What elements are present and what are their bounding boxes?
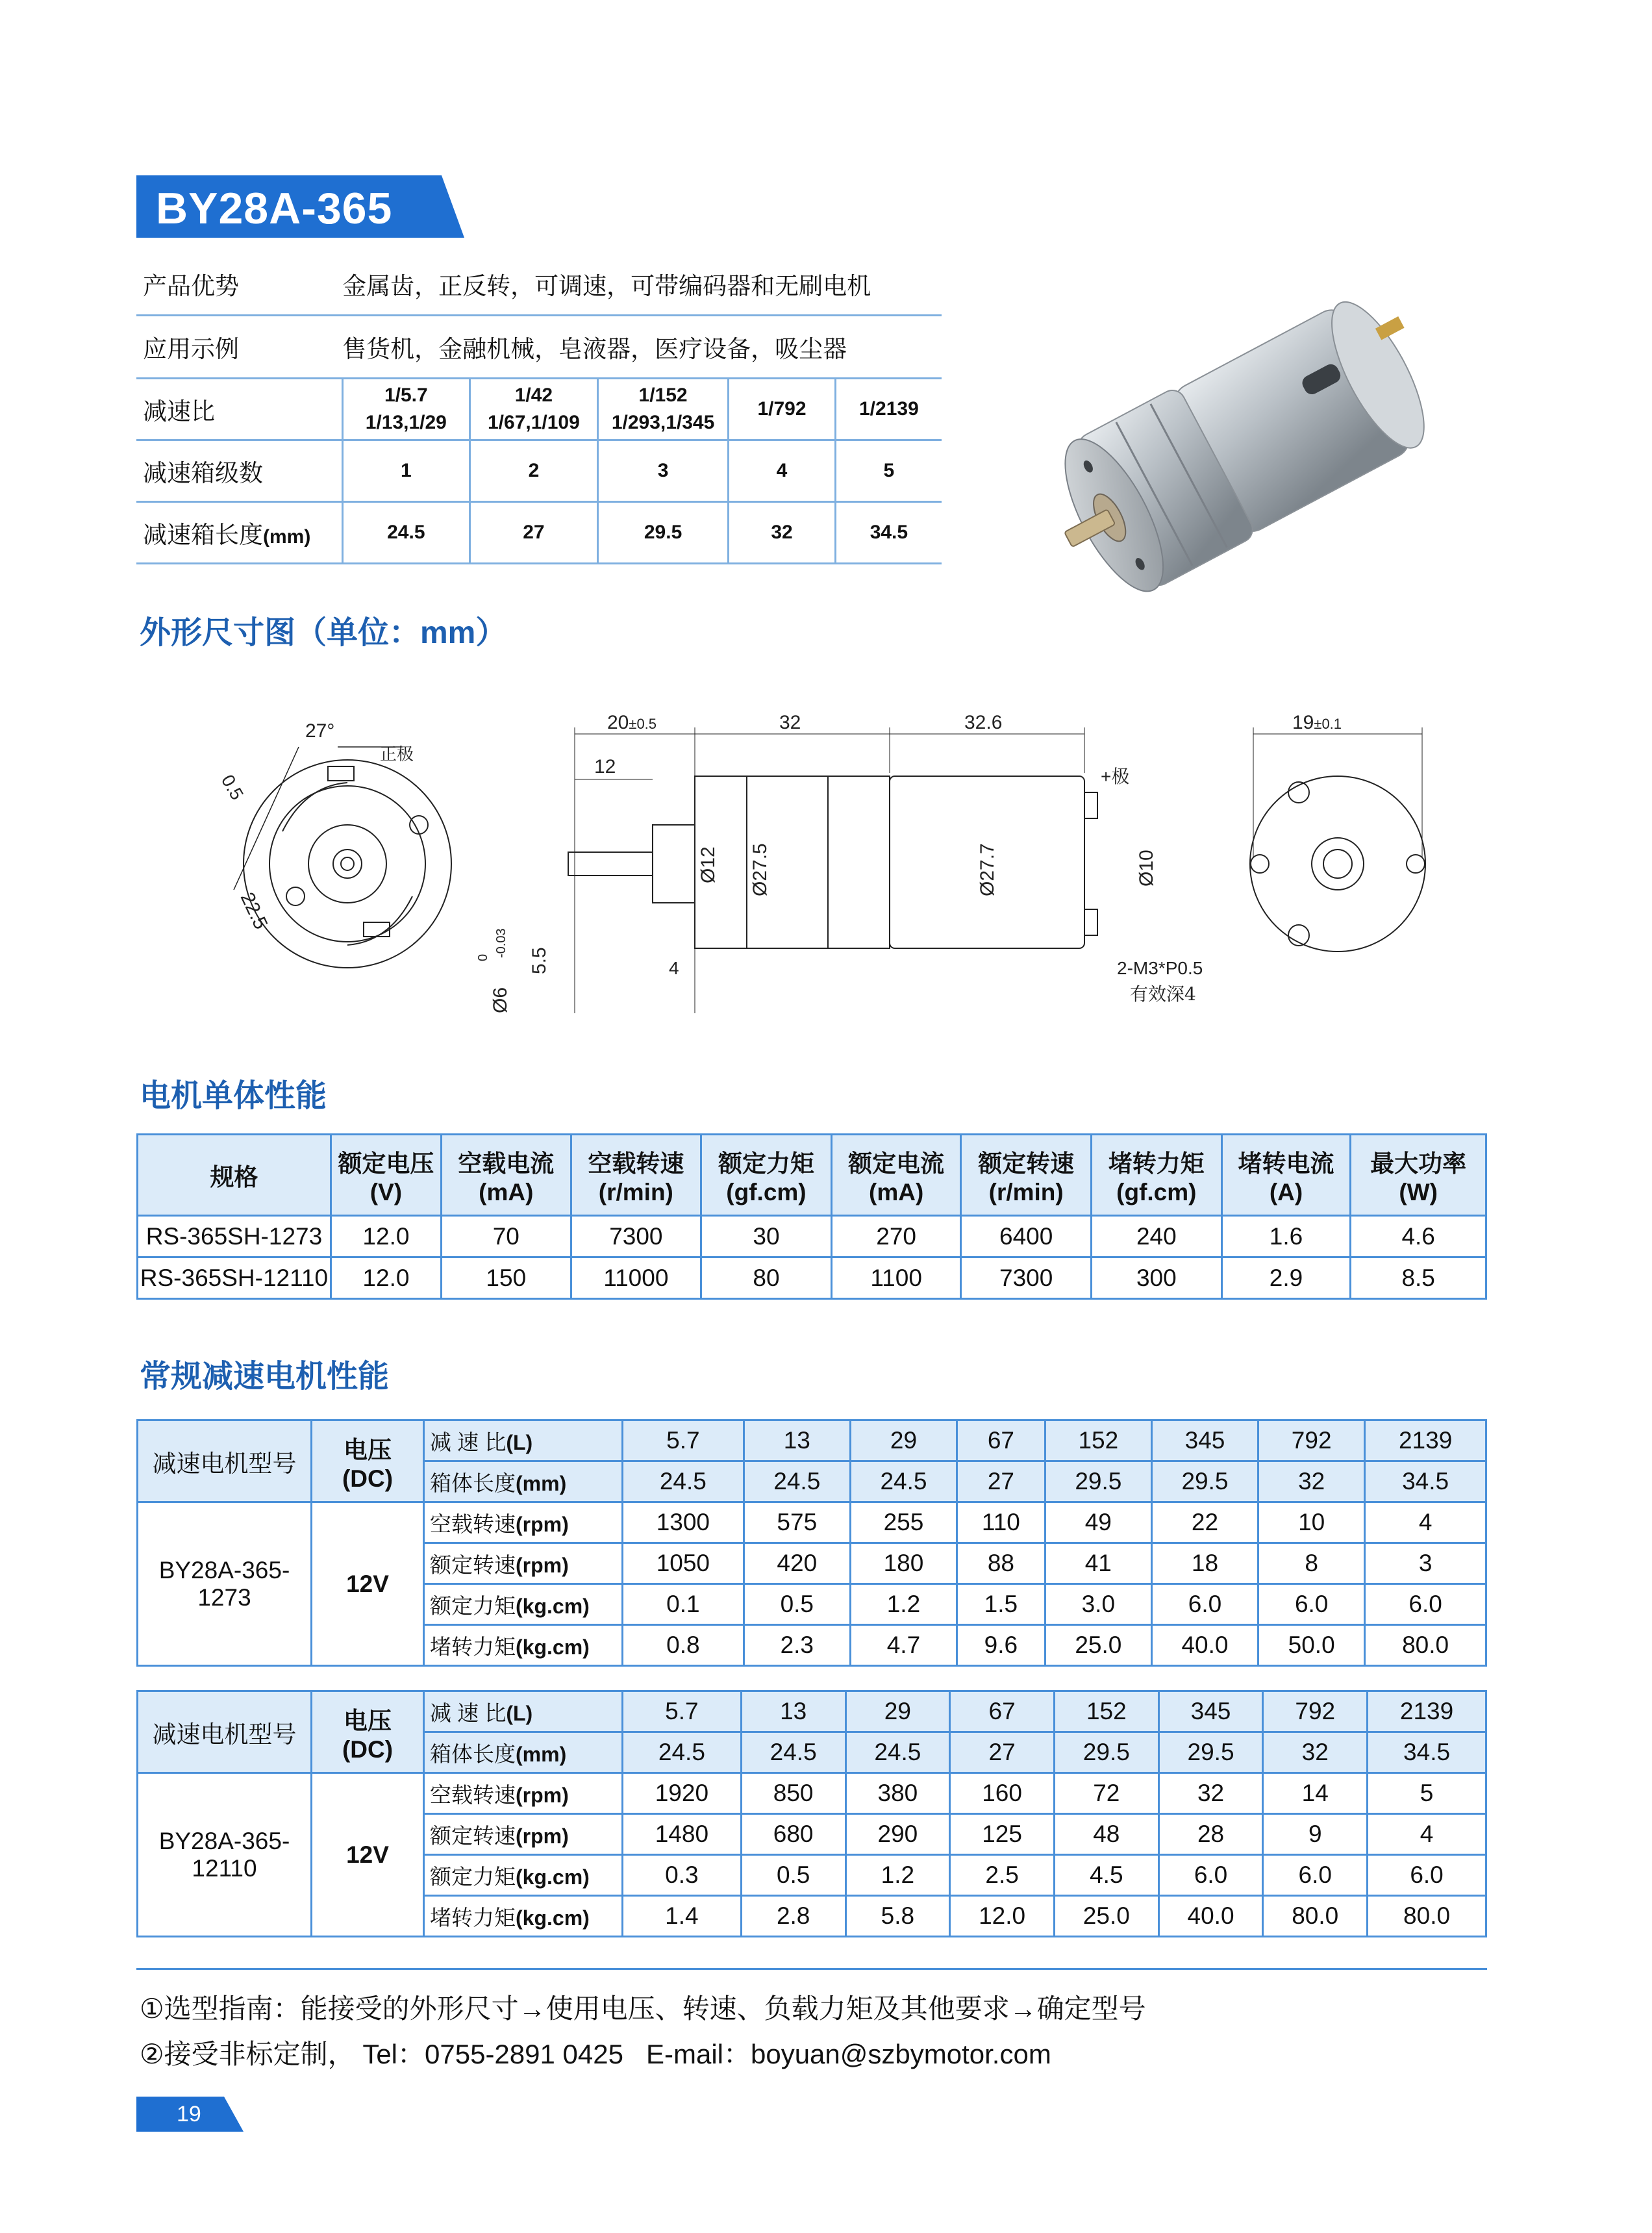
page-number-tab	[136, 2097, 244, 2132]
table-cell: 1.2	[850, 1584, 957, 1625]
table-cell: 7300	[961, 1257, 1092, 1299]
ratio-cell	[469, 379, 597, 440]
ratio-line1: 1/42	[514, 385, 553, 406]
table-cell: 29	[850, 1420, 957, 1461]
row-label-text: 堵转力矩	[430, 1905, 516, 1930]
voltage-value: 12V	[312, 1502, 424, 1666]
table-cell: 22	[1151, 1502, 1258, 1543]
header-cell	[831, 1135, 961, 1216]
table-cell: 40.0	[1151, 1625, 1258, 1666]
box-row-unit: (mm)	[516, 1742, 567, 1766]
table-cell: 4.5	[1054, 1855, 1158, 1896]
spec-row-ratio	[136, 379, 942, 440]
header-line2: (r/min)	[988, 1179, 1064, 1205]
table-cell: RS-365SH-1273	[138, 1216, 331, 1257]
row-label	[424, 1896, 623, 1937]
row-unit: (rpm)	[516, 1783, 569, 1807]
table-cell: 70	[442, 1216, 571, 1257]
row-unit: (rpm)	[516, 1553, 569, 1577]
box-row-label-text: 箱体长度	[430, 1470, 516, 1495]
table-cell: 24.5	[623, 1461, 744, 1502]
header-line1: 最大功率	[1370, 1150, 1467, 1177]
ratio-cell	[342, 379, 469, 440]
dim-19-tol: ±0.1	[1314, 716, 1342, 732]
rear-view-drawing	[234, 747, 451, 968]
table-cell: 80.0	[1365, 1625, 1486, 1666]
header-line1: 额定电流	[848, 1150, 945, 1177]
page-number: 19	[177, 2102, 201, 2126]
dim-phi27-5: Ø27.5	[749, 843, 771, 896]
table-cell: 4.6	[1351, 1216, 1486, 1257]
ratio-row-label-text: 减 速 比	[430, 1700, 507, 1725]
table-cell: 3	[1365, 1543, 1486, 1584]
box-row-label	[424, 1461, 623, 1502]
header-cell: 规格	[138, 1135, 331, 1216]
table-cell: 110	[957, 1502, 1045, 1543]
table-cell: 25.0	[1045, 1625, 1151, 1666]
table-cell: 1100	[831, 1257, 961, 1299]
table-cell: 24.5	[744, 1461, 850, 1502]
table-cell: 5.7	[623, 1420, 744, 1461]
motor-photo	[1020, 263, 1487, 627]
dim-top-20-tol: ±0.5	[629, 716, 657, 732]
table-cell: 4.7	[850, 1625, 957, 1666]
table-cell: 8.5	[1351, 1257, 1486, 1299]
application-label: 应用示例	[136, 316, 342, 379]
row-label	[424, 1502, 623, 1543]
header-line2: (mA)	[479, 1179, 534, 1205]
voltage-label-1: 电压	[344, 1436, 392, 1463]
stage-cell: 2	[469, 440, 597, 502]
table-cell: 680	[741, 1814, 845, 1855]
table-cell: 24.5	[741, 1732, 845, 1773]
dim-top-32: 32	[779, 712, 801, 733]
table-cell: 850	[741, 1773, 845, 1814]
table-cell: 150	[442, 1257, 571, 1299]
advantage-label: 产品优势	[136, 253, 342, 316]
table-cell: 160	[950, 1773, 1055, 1814]
length-unit: (mm)	[263, 526, 311, 548]
table-row	[138, 1216, 1486, 1257]
table-cell: 88	[957, 1543, 1045, 1584]
motor-performance-table	[136, 1133, 1487, 1300]
stage-cell: 1	[342, 440, 469, 502]
model-name-2: 1273	[197, 1583, 251, 1611]
table-cell: 29.5	[1158, 1732, 1263, 1773]
header-cell	[1351, 1135, 1486, 1216]
stages-label: 减速箱级数	[136, 440, 342, 502]
length-cell: 24.5	[342, 502, 469, 564]
dim-0-5: 0.5	[217, 771, 248, 803]
header-cell	[961, 1135, 1092, 1216]
table-cell: RS-365SH-12110	[138, 1257, 331, 1299]
footer-rule	[136, 1968, 1487, 1970]
ratio-cell: 1/792	[729, 379, 836, 440]
gear-heading: 常规减速电机性能	[140, 1359, 390, 1394]
gear-table-1273	[136, 1419, 1487, 1667]
depth-label: 有效深4	[1130, 983, 1196, 1005]
dim-19	[1292, 712, 1342, 733]
table-row	[138, 1420, 1486, 1461]
ratio-line1: 1/152	[638, 385, 688, 406]
gear-table-12110	[136, 1690, 1487, 1937]
length-label-text: 减速箱长度	[143, 522, 263, 548]
table-cell: 29.5	[1045, 1461, 1151, 1502]
table-cell: 30	[701, 1216, 832, 1257]
table-cell: 6.0	[1158, 1855, 1263, 1896]
row-unit: (rpm)	[516, 1512, 569, 1536]
table-cell: 48	[1054, 1814, 1158, 1855]
table-cell: 6.0	[1365, 1584, 1486, 1625]
model-name-1: BY28A-365-	[158, 1827, 290, 1854]
ratio-row-unit: (L)	[506, 1430, 533, 1454]
table-cell: 29.5	[1054, 1732, 1158, 1773]
stage-cell: 5	[835, 440, 942, 502]
dim-19-value: 19	[1292, 712, 1314, 733]
table-cell: 2139	[1365, 1420, 1486, 1461]
table-cell: 72	[1054, 1773, 1158, 1814]
header-cell	[1221, 1135, 1351, 1216]
table-cell: 1480	[623, 1814, 742, 1855]
table-cell: 300	[1091, 1257, 1221, 1299]
voltage-label	[312, 1691, 424, 1773]
front-view-drawing	[1250, 727, 1425, 952]
length-cell: 32	[729, 502, 836, 564]
table-cell: 40.0	[1158, 1896, 1263, 1937]
table-cell: 41	[1045, 1543, 1151, 1584]
ratio-cell	[597, 379, 728, 440]
header-cell	[571, 1135, 701, 1216]
voltage-value: 12V	[312, 1773, 424, 1937]
length-cell: 27	[469, 502, 597, 564]
table-cell: 9.6	[957, 1625, 1045, 1666]
table-cell: 1.5	[957, 1584, 1045, 1625]
ratio-line2: 1/293,1/345	[611, 412, 715, 433]
spec-row-application	[136, 316, 942, 379]
model-name	[138, 1502, 312, 1666]
table-cell: 1300	[623, 1502, 744, 1543]
table-cell: 1.2	[845, 1855, 950, 1896]
table-cell: 13	[744, 1420, 850, 1461]
table-cell: 67	[957, 1420, 1045, 1461]
ratio-cell: 1/2139	[835, 379, 942, 440]
table-cell: 80.0	[1368, 1896, 1486, 1937]
table-cell: 29	[845, 1691, 950, 1732]
table-cell: 11000	[571, 1257, 701, 1299]
table-cell: 10	[1258, 1502, 1365, 1543]
header-line1: 额定转速	[978, 1150, 1075, 1177]
table-row	[138, 1502, 1486, 1543]
model-name-1: BY28A-365-	[158, 1556, 290, 1583]
header-cell	[1091, 1135, 1221, 1216]
dim-22-5: 22.5	[236, 889, 272, 933]
dim-phi27-7: Ø27.7	[977, 843, 998, 896]
dimension-heading: 外形尺寸图（单位：mm）	[140, 616, 507, 650]
length-cell: 29.5	[597, 502, 728, 564]
length-cell: 34.5	[835, 502, 942, 564]
dim-phi12: Ø12	[697, 846, 719, 883]
motor-heading: 电机单体性能	[140, 1079, 327, 1113]
ratio-label: 减速比	[136, 379, 342, 440]
row-unit: (kg.cm)	[516, 1906, 590, 1930]
ratio-row-label-text: 减 速 比	[430, 1430, 507, 1454]
table-cell: 6.0	[1263, 1855, 1368, 1896]
row-label-text: 空载转速	[430, 1782, 516, 1807]
voltage-label	[312, 1420, 424, 1502]
header-line2: (mA)	[869, 1179, 924, 1205]
table-cell: 420	[744, 1543, 850, 1584]
header-line2: (gf.cm)	[726, 1179, 807, 1205]
table-cell: 290	[845, 1814, 950, 1855]
advantage-value: 金属齿，正反转，可调速，可带编码器和无刷电机	[342, 253, 942, 316]
note-contact: ②接受非标定制， Tel：0755-2891 0425 E-mail：boyuan@szbymotor.com	[140, 2039, 1051, 2069]
row-label-text: 额定力矩	[430, 1864, 516, 1889]
table-row	[138, 1773, 1486, 1814]
table-cell: 0.3	[623, 1855, 742, 1896]
table-cell: 380	[845, 1773, 950, 1814]
row-label-text: 额定转速	[430, 1552, 516, 1577]
table-cell: 24.5	[850, 1461, 957, 1502]
spec-row-advantage	[136, 253, 942, 316]
model-name-2: 12110	[192, 1854, 257, 1882]
table-row	[138, 1691, 1486, 1732]
table-cell: 6.0	[1151, 1584, 1258, 1625]
table-cell: 1050	[623, 1543, 744, 1584]
dim-12: 12	[594, 756, 616, 777]
table-cell: 2139	[1368, 1691, 1486, 1732]
plus-pole-label: +极	[1101, 766, 1130, 787]
table-cell: 0.1	[623, 1584, 744, 1625]
table-cell: 1.6	[1221, 1216, 1351, 1257]
table-cell: 125	[950, 1814, 1055, 1855]
table-cell: 12.0	[331, 1216, 441, 1257]
header-cell	[701, 1135, 832, 1216]
header-cell	[331, 1135, 441, 1216]
header-cell	[442, 1135, 571, 1216]
box-row-label-text: 箱体长度	[430, 1741, 516, 1766]
dim-phi6: Ø6	[490, 987, 511, 1013]
table-cell: 27	[957, 1461, 1045, 1502]
dim-top-20-value: 20	[607, 712, 629, 733]
dim-phi6-tol-lower: -0.03	[494, 928, 508, 958]
row-unit: (rpm)	[516, 1824, 569, 1848]
model-label: 减速电机型号	[138, 1420, 312, 1502]
table-cell: 9	[1263, 1814, 1368, 1855]
row-label	[424, 1625, 623, 1666]
dim-5-5: 5.5	[529, 947, 550, 974]
table-cell: 345	[1158, 1691, 1263, 1732]
voltage-label-1: 电压	[344, 1707, 392, 1734]
voltage-label-2: (DC)	[342, 1465, 394, 1492]
table-cell: 270	[831, 1216, 961, 1257]
table-cell: 0.5	[741, 1855, 845, 1896]
header-line1: 堵转电流	[1238, 1150, 1334, 1177]
row-unit: (kg.cm)	[516, 1865, 590, 1889]
table-row	[138, 1257, 1486, 1299]
row-label-text: 空载转速	[430, 1511, 516, 1536]
voltage-label-2: (DC)	[342, 1735, 394, 1763]
spec-row-stages	[136, 440, 942, 502]
row-label-text: 额定力矩	[430, 1593, 516, 1618]
table-cell: 7300	[571, 1216, 701, 1257]
table-cell: 345	[1151, 1420, 1258, 1461]
table-cell: 27	[950, 1732, 1055, 1773]
row-label	[424, 1584, 623, 1625]
model-name	[138, 1773, 312, 1937]
table-cell: 14	[1263, 1773, 1368, 1814]
table-cell: 6.0	[1258, 1584, 1365, 1625]
table-cell: 2.5	[950, 1855, 1055, 1896]
table-cell: 80	[701, 1257, 832, 1299]
table-cell: 50.0	[1258, 1625, 1365, 1666]
table-cell: 25.0	[1054, 1896, 1158, 1937]
ratio-line2: 1/13,1/29	[365, 412, 447, 433]
ratio-row-label	[424, 1691, 623, 1732]
table-cell: 13	[741, 1691, 845, 1732]
model-label: 减速电机型号	[138, 1691, 312, 1773]
dim-phi10: Ø10	[1136, 850, 1157, 887]
table-cell: 0.8	[623, 1625, 744, 1666]
row-label	[424, 1543, 623, 1584]
positive-pole-label: 正极	[380, 744, 414, 764]
header-line2: (r/min)	[598, 1179, 673, 1205]
table-cell: 49	[1045, 1502, 1151, 1543]
table-cell: 5.7	[623, 1691, 742, 1732]
table-cell: 1920	[623, 1773, 742, 1814]
table-cell: 4	[1368, 1814, 1486, 1855]
screw-label: 2-M3*P0.5	[1117, 958, 1203, 978]
spec-row-length	[136, 502, 942, 564]
table-cell: 6400	[961, 1216, 1092, 1257]
box-row-unit: (mm)	[516, 1471, 567, 1495]
header-line1: 额定力矩	[718, 1150, 814, 1177]
table-cell: 12.0	[950, 1896, 1055, 1937]
motor-table-header	[138, 1135, 1486, 1216]
table-cell: 32	[1263, 1732, 1368, 1773]
table-cell: 4	[1365, 1502, 1486, 1543]
row-label	[424, 1814, 623, 1855]
table-cell: 8	[1258, 1543, 1365, 1584]
table-cell: 67	[950, 1691, 1055, 1732]
length-label	[136, 502, 342, 564]
header-line1: 额定电压	[338, 1150, 434, 1177]
dim-4: 4	[669, 958, 679, 978]
row-label	[424, 1773, 623, 1814]
box-row-label	[424, 1732, 623, 1773]
ratio-line2: 1/67,1/109	[488, 412, 580, 433]
ratio-line1: 1/5.7	[384, 385, 428, 406]
row-unit: (kg.cm)	[516, 1594, 590, 1618]
table-cell: 2.3	[744, 1625, 850, 1666]
table-cell: 2.9	[1221, 1257, 1351, 1299]
header-line2: (V)	[369, 1179, 403, 1205]
title-banner	[136, 175, 464, 238]
header-line1: 空载转速	[588, 1150, 684, 1177]
side-view-drawing	[568, 727, 1097, 1013]
table-cell: 2.8	[741, 1896, 845, 1937]
table-cell: 18	[1151, 1543, 1258, 1584]
dim-phi6-tol-upper: 0	[476, 953, 490, 961]
table-cell: 12.0	[331, 1257, 441, 1299]
angle-label: 27°	[305, 720, 335, 742]
page-title: BY28A-365	[156, 184, 393, 233]
note-selection-guide: ①选型指南：能接受的外形尺寸→使用电压、转速、负载力矩及其他要求→确定型号	[140, 1993, 1146, 2024]
table-cell: 5.8	[845, 1896, 950, 1937]
ratio-row-unit: (L)	[506, 1701, 533, 1725]
dimension-drawings	[195, 708, 1429, 1033]
table-cell: 792	[1263, 1691, 1368, 1732]
table-cell: 32	[1158, 1773, 1263, 1814]
spec-table	[136, 253, 942, 564]
table-cell: 34.5	[1365, 1461, 1486, 1502]
table-cell: 24.5	[845, 1732, 950, 1773]
table-cell: 152	[1045, 1420, 1151, 1461]
dim-top-20	[607, 712, 657, 733]
table-cell: 29.5	[1151, 1461, 1258, 1502]
table-cell: 3.0	[1045, 1584, 1151, 1625]
row-unit: (kg.cm)	[516, 1635, 590, 1659]
application-value: 售货机，金融机械，皂液器，医疗设备，吸尘器	[342, 316, 942, 379]
table-cell: 255	[850, 1502, 957, 1543]
header-line2: (gf.cm)	[1116, 1179, 1197, 1205]
table-cell: 1.4	[623, 1896, 742, 1937]
table-cell: 32	[1258, 1461, 1365, 1502]
table-cell: 6.0	[1368, 1855, 1486, 1896]
table-cell: 792	[1258, 1420, 1365, 1461]
stage-cell: 4	[729, 440, 836, 502]
table-cell: 28	[1158, 1814, 1263, 1855]
table-cell: 0.5	[744, 1584, 850, 1625]
header-line1: 空载电流	[458, 1150, 555, 1177]
row-label-text: 额定转速	[430, 1823, 516, 1848]
table-cell: 180	[850, 1543, 957, 1584]
ratio-row-label	[424, 1420, 623, 1461]
table-cell: 80.0	[1263, 1896, 1368, 1937]
table-cell: 5	[1368, 1773, 1486, 1814]
header-line2: (A)	[1269, 1179, 1303, 1205]
table-cell: 240	[1091, 1216, 1221, 1257]
row-label	[424, 1855, 623, 1896]
dim-top-32-6: 32.6	[964, 712, 1003, 733]
header-line1: 堵转力矩	[1108, 1150, 1205, 1177]
table-cell: 24.5	[623, 1732, 742, 1773]
header-line2: (W)	[1399, 1179, 1438, 1205]
table-cell: 152	[1054, 1691, 1158, 1732]
table-cell: 575	[744, 1502, 850, 1543]
stage-cell: 3	[597, 440, 728, 502]
row-label-text: 堵转力矩	[430, 1634, 516, 1659]
table-cell: 34.5	[1368, 1732, 1486, 1773]
